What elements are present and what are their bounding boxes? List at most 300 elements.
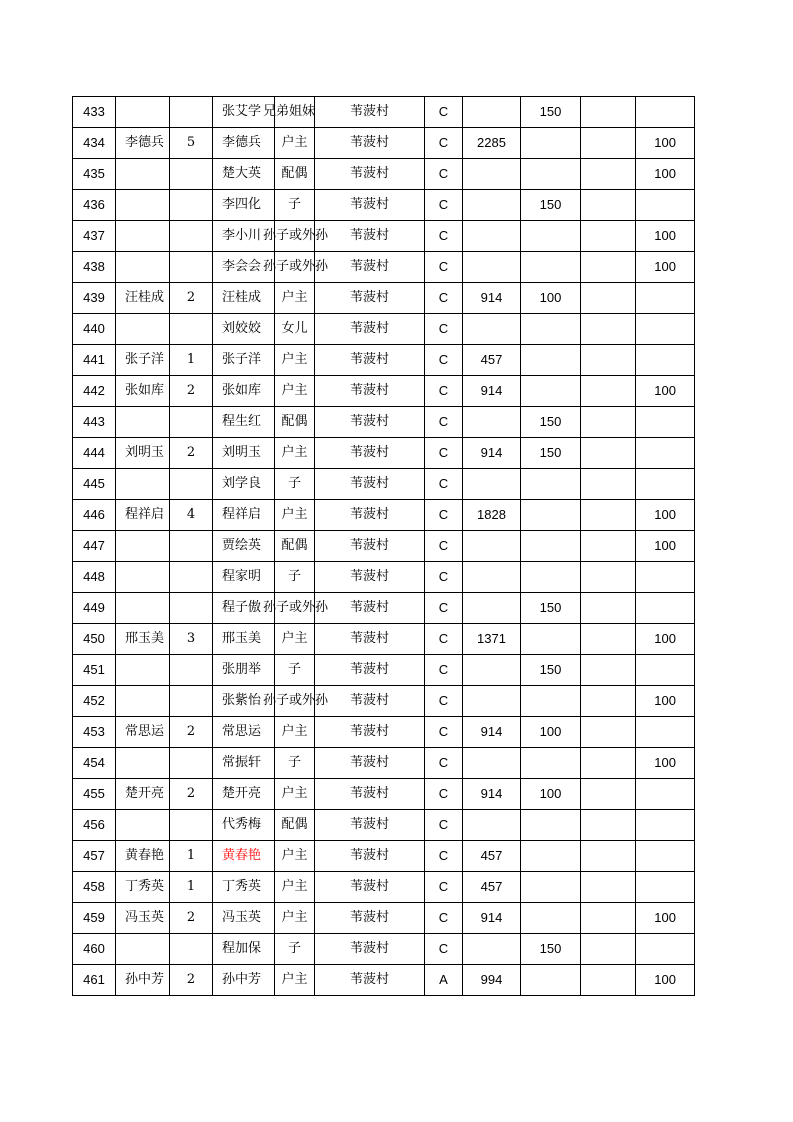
member-name-cell: 程子傲: [213, 593, 275, 624]
category-cell: C: [425, 190, 463, 221]
row-id-cell: 455: [73, 779, 116, 810]
row-id-cell: 452: [73, 686, 116, 717]
household-size-cell: [170, 934, 213, 965]
subsidy-150-cell: [521, 562, 581, 593]
member-name-cell: 汪桂成: [213, 283, 275, 314]
table-row: [73, 438, 695, 469]
row-id-cell: 439: [73, 283, 116, 314]
category-cell: A: [425, 965, 463, 996]
household-size-cell: 2: [170, 438, 213, 469]
relation-cell: 户主: [275, 841, 315, 872]
category-cell: C: [425, 903, 463, 934]
member-name-cell: 程生红: [213, 407, 275, 438]
household-size-cell: [170, 593, 213, 624]
household-head-cell: 常思运: [116, 717, 170, 748]
table-row: [73, 841, 695, 872]
member-name-cell: 黄春艳: [213, 841, 275, 872]
amount-cell: [463, 407, 521, 438]
blank-cell: [581, 221, 636, 252]
household-head-cell: 张子洋: [116, 345, 170, 376]
household-head-cell: 张如库: [116, 376, 170, 407]
row-id-cell: 435: [73, 159, 116, 190]
subsidy-100-cell: [636, 438, 695, 469]
subsidy-100-cell: [636, 97, 695, 128]
blank-cell: [581, 748, 636, 779]
subsidy-150-cell: [521, 376, 581, 407]
member-name-cell: 程加保: [213, 934, 275, 965]
blank-cell: [581, 531, 636, 562]
subsidy-150-cell: [521, 531, 581, 562]
member-name-cell: 程家明: [213, 562, 275, 593]
table-row: [73, 283, 695, 314]
blank-cell: [581, 717, 636, 748]
blank-cell: [581, 345, 636, 376]
household-head-cell: [116, 407, 170, 438]
household-size-cell: 4: [170, 500, 213, 531]
amount-cell: [463, 562, 521, 593]
member-name-cell: 张朋举: [213, 655, 275, 686]
blank-cell: [581, 469, 636, 500]
household-head-cell: [116, 190, 170, 221]
village-cell: 苇菠村: [315, 748, 425, 779]
amount-cell: [463, 190, 521, 221]
blank-cell: [581, 407, 636, 438]
amount-cell: 914: [463, 376, 521, 407]
household-size-cell: 1: [170, 872, 213, 903]
subsidy-100-cell: 100: [636, 159, 695, 190]
table-row: [73, 686, 695, 717]
village-cell: 苇菠村: [315, 841, 425, 872]
subsidy-100-cell: 100: [636, 965, 695, 996]
table-row: [73, 159, 695, 190]
household-head-cell: 邢玉美: [116, 624, 170, 655]
amount-cell: [463, 655, 521, 686]
blank-cell: [581, 841, 636, 872]
village-cell: 苇菠村: [315, 965, 425, 996]
blank-cell: [581, 655, 636, 686]
table-row: [73, 872, 695, 903]
member-name-cell: 常振轩: [213, 748, 275, 779]
row-id-cell: 454: [73, 748, 116, 779]
household-size-cell: [170, 531, 213, 562]
category-cell: C: [425, 128, 463, 159]
category-cell: C: [425, 779, 463, 810]
household-head-cell: [116, 531, 170, 562]
row-id-cell: 441: [73, 345, 116, 376]
household-head-cell: [116, 655, 170, 686]
household-head-cell: [116, 934, 170, 965]
amount-cell: [463, 221, 521, 252]
row-id-cell: 436: [73, 190, 116, 221]
subsidy-100-cell: [636, 345, 695, 376]
blank-cell: [581, 159, 636, 190]
village-cell: 苇菠村: [315, 903, 425, 934]
table-row: [73, 934, 695, 965]
village-cell: 苇菠村: [315, 221, 425, 252]
row-id-cell: 453: [73, 717, 116, 748]
village-cell: 苇菠村: [315, 314, 425, 345]
category-cell: C: [425, 221, 463, 252]
household-size-cell: [170, 221, 213, 252]
blank-cell: [581, 97, 636, 128]
subsidy-150-cell: [521, 624, 581, 655]
row-id-cell: 444: [73, 438, 116, 469]
household-size-cell: 5: [170, 128, 213, 159]
subsidy-150-cell: 150: [521, 97, 581, 128]
relation-cell: 子: [275, 934, 315, 965]
village-cell: 苇菠村: [315, 562, 425, 593]
village-cell: 苇菠村: [315, 128, 425, 159]
subsidy-150-cell: [521, 159, 581, 190]
subsidy-150-cell: [521, 748, 581, 779]
blank-cell: [581, 500, 636, 531]
relation-cell: 配偶: [275, 531, 315, 562]
subsidy-150-cell: [521, 221, 581, 252]
member-name-cell: 李四化: [213, 190, 275, 221]
table-row: [73, 903, 695, 934]
table-row: [73, 190, 695, 221]
table-row: [73, 624, 695, 655]
subsidy-100-cell: [636, 872, 695, 903]
subsidy-150-cell: 150: [521, 438, 581, 469]
household-size-cell: [170, 252, 213, 283]
category-cell: C: [425, 252, 463, 283]
household-head-cell: 孙中芳: [116, 965, 170, 996]
row-id-cell: 451: [73, 655, 116, 686]
category-cell: C: [425, 97, 463, 128]
village-cell: 苇菠村: [315, 934, 425, 965]
member-name-cell: 李德兵: [213, 128, 275, 159]
village-cell: 苇菠村: [315, 624, 425, 655]
blank-cell: [581, 252, 636, 283]
relation-cell: 户主: [275, 500, 315, 531]
table-row: [73, 779, 695, 810]
relation-cell: 子: [275, 190, 315, 221]
subsidy-150-cell: [521, 841, 581, 872]
member-name-cell: 常思运: [213, 717, 275, 748]
table-row: [73, 314, 695, 345]
row-id-cell: 448: [73, 562, 116, 593]
row-id-cell: 447: [73, 531, 116, 562]
subsidy-150-cell: [521, 469, 581, 500]
blank-cell: [581, 593, 636, 624]
subsidy-150-cell: 150: [521, 934, 581, 965]
category-cell: C: [425, 562, 463, 593]
subsidy-100-cell: 100: [636, 903, 695, 934]
household-size-cell: 1: [170, 841, 213, 872]
blank-cell: [581, 903, 636, 934]
blank-cell: [581, 779, 636, 810]
subsidy-100-cell: [636, 283, 695, 314]
household-table: [72, 96, 695, 996]
subsidy-150-cell: [521, 128, 581, 159]
row-id-cell: 442: [73, 376, 116, 407]
blank-cell: [581, 686, 636, 717]
member-name-cell: 楚大英: [213, 159, 275, 190]
amount-cell: 457: [463, 345, 521, 376]
household-head-cell: [116, 97, 170, 128]
category-cell: C: [425, 593, 463, 624]
village-cell: 苇菠村: [315, 500, 425, 531]
category-cell: C: [425, 531, 463, 562]
amount-cell: 2285: [463, 128, 521, 159]
relation-cell: 孙子或外孙: [275, 221, 315, 252]
blank-cell: [581, 624, 636, 655]
village-cell: 苇菠村: [315, 407, 425, 438]
row-id-cell: 458: [73, 872, 116, 903]
relation-cell: 户主: [275, 438, 315, 469]
village-cell: 苇菠村: [315, 593, 425, 624]
blank-cell: [581, 934, 636, 965]
relation-cell: 孙子或外孙: [275, 593, 315, 624]
row-id-cell: 459: [73, 903, 116, 934]
relation-cell: 户主: [275, 624, 315, 655]
blank-cell: [581, 438, 636, 469]
village-cell: 苇菠村: [315, 686, 425, 717]
household-head-cell: [116, 562, 170, 593]
amount-cell: [463, 531, 521, 562]
relation-cell: 户主: [275, 779, 315, 810]
household-head-cell: [116, 221, 170, 252]
household-size-cell: [170, 314, 213, 345]
village-cell: 苇菠村: [315, 717, 425, 748]
amount-cell: 914: [463, 779, 521, 810]
household-head-cell: 楚开亮: [116, 779, 170, 810]
row-id-cell: 440: [73, 314, 116, 345]
subsidy-100-cell: [636, 934, 695, 965]
table-row: [73, 407, 695, 438]
row-id-cell: 445: [73, 469, 116, 500]
household-head-cell: 程祥启: [116, 500, 170, 531]
subsidy-150-cell: [521, 872, 581, 903]
subsidy-100-cell: [636, 655, 695, 686]
amount-cell: 914: [463, 283, 521, 314]
row-id-cell: 450: [73, 624, 116, 655]
relation-cell: 配偶: [275, 159, 315, 190]
amount-cell: 457: [463, 872, 521, 903]
row-id-cell: 456: [73, 810, 116, 841]
amount-cell: 914: [463, 903, 521, 934]
amount-cell: [463, 810, 521, 841]
category-cell: C: [425, 934, 463, 965]
subsidy-150-cell: [521, 252, 581, 283]
blank-cell: [581, 562, 636, 593]
category-cell: C: [425, 159, 463, 190]
subsidy-100-cell: [636, 314, 695, 345]
subsidy-150-cell: 100: [521, 717, 581, 748]
table-row: [73, 655, 695, 686]
household-head-cell: [116, 469, 170, 500]
category-cell: C: [425, 376, 463, 407]
subsidy-150-cell: [521, 500, 581, 531]
member-name-cell: 程祥启: [213, 500, 275, 531]
subsidy-100-cell: 100: [636, 531, 695, 562]
category-cell: C: [425, 407, 463, 438]
member-name-cell: 张艾学: [213, 97, 275, 128]
relation-cell: 子: [275, 469, 315, 500]
row-id-cell: 434: [73, 128, 116, 159]
row-id-cell: 461: [73, 965, 116, 996]
relation-cell: 户主: [275, 903, 315, 934]
table-row: [73, 531, 695, 562]
household-size-cell: [170, 469, 213, 500]
table-row: [73, 748, 695, 779]
village-cell: 苇菠村: [315, 531, 425, 562]
blank-cell: [581, 872, 636, 903]
household-size-cell: 3: [170, 624, 213, 655]
category-cell: C: [425, 655, 463, 686]
category-cell: C: [425, 810, 463, 841]
village-cell: 苇菠村: [315, 283, 425, 314]
blank-cell: [581, 283, 636, 314]
amount-cell: [463, 97, 521, 128]
household-head-cell: [116, 686, 170, 717]
table-row: [73, 221, 695, 252]
amount-cell: [463, 686, 521, 717]
village-cell: 苇菠村: [315, 345, 425, 376]
household-head-cell: 冯玉英: [116, 903, 170, 934]
member-name-cell: 张如库: [213, 376, 275, 407]
household-size-cell: 2: [170, 779, 213, 810]
household-size-cell: [170, 810, 213, 841]
member-name-cell: 冯玉英: [213, 903, 275, 934]
subsidy-150-cell: [521, 314, 581, 345]
row-id-cell: 438: [73, 252, 116, 283]
household-head-cell: 黄春艳: [116, 841, 170, 872]
table-row: [73, 562, 695, 593]
member-name-cell: 孙中芳: [213, 965, 275, 996]
table-row: [73, 500, 695, 531]
subsidy-100-cell: 100: [636, 686, 695, 717]
subsidy-100-cell: [636, 810, 695, 841]
member-name-cell: 刘学良: [213, 469, 275, 500]
subsidy-150-cell: 150: [521, 190, 581, 221]
subsidy-100-cell: 100: [636, 128, 695, 159]
member-name-cell: 张紫怡: [213, 686, 275, 717]
blank-cell: [581, 190, 636, 221]
amount-cell: 914: [463, 438, 521, 469]
household-size-cell: 2: [170, 965, 213, 996]
village-cell: 苇菠村: [315, 655, 425, 686]
blank-cell: [581, 376, 636, 407]
subsidy-100-cell: [636, 779, 695, 810]
amount-cell: [463, 252, 521, 283]
relation-cell: 户主: [275, 128, 315, 159]
table-row: [73, 717, 695, 748]
row-id-cell: 460: [73, 934, 116, 965]
member-name-cell: 楚开亮: [213, 779, 275, 810]
amount-cell: [463, 314, 521, 345]
subsidy-100-cell: 100: [636, 376, 695, 407]
village-cell: 苇菠村: [315, 810, 425, 841]
member-name-cell: 李会会: [213, 252, 275, 283]
household-size-cell: 2: [170, 376, 213, 407]
subsidy-150-cell: [521, 903, 581, 934]
subsidy-100-cell: [636, 407, 695, 438]
subsidy-150-cell: [521, 345, 581, 376]
member-name-cell: 李小川: [213, 221, 275, 252]
subsidy-100-cell: [636, 717, 695, 748]
member-name-cell: 张子洋: [213, 345, 275, 376]
relation-cell: 子: [275, 562, 315, 593]
household-head-cell: [116, 810, 170, 841]
relation-cell: 户主: [275, 717, 315, 748]
village-cell: 苇菠村: [315, 376, 425, 407]
relation-cell: 户主: [275, 283, 315, 314]
member-name-cell: 邢玉美: [213, 624, 275, 655]
row-id-cell: 457: [73, 841, 116, 872]
amount-cell: 1828: [463, 500, 521, 531]
category-cell: C: [425, 314, 463, 345]
household-size-cell: [170, 686, 213, 717]
subsidy-100-cell: 100: [636, 500, 695, 531]
household-size-cell: [170, 562, 213, 593]
row-id-cell: 446: [73, 500, 116, 531]
amount-cell: [463, 469, 521, 500]
category-cell: C: [425, 283, 463, 314]
row-id-cell: 437: [73, 221, 116, 252]
subsidy-150-cell: [521, 686, 581, 717]
village-cell: 苇菠村: [315, 779, 425, 810]
amount-cell: 994: [463, 965, 521, 996]
table-body: [73, 97, 695, 996]
category-cell: C: [425, 717, 463, 748]
household-head-cell: 汪桂成: [116, 283, 170, 314]
blank-cell: [581, 810, 636, 841]
category-cell: C: [425, 624, 463, 655]
category-cell: C: [425, 500, 463, 531]
relation-cell: 配偶: [275, 407, 315, 438]
relation-cell: 户主: [275, 345, 315, 376]
relation-cell: 配偶: [275, 810, 315, 841]
amount-cell: 1371: [463, 624, 521, 655]
village-cell: 苇菠村: [315, 97, 425, 128]
blank-cell: [581, 314, 636, 345]
village-cell: 苇菠村: [315, 159, 425, 190]
village-cell: 苇菠村: [315, 190, 425, 221]
village-cell: 苇菠村: [315, 438, 425, 469]
household-size-cell: 2: [170, 903, 213, 934]
amount-cell: [463, 593, 521, 624]
subsidy-100-cell: [636, 190, 695, 221]
table-row: [73, 345, 695, 376]
subsidy-100-cell: [636, 469, 695, 500]
table-row: [73, 97, 695, 128]
subsidy-100-cell: [636, 593, 695, 624]
amount-cell: 457: [463, 841, 521, 872]
subsidy-150-cell: [521, 965, 581, 996]
household-head-cell: 刘明玉: [116, 438, 170, 469]
blank-cell: [581, 965, 636, 996]
table-row: [73, 376, 695, 407]
subsidy-150-cell: [521, 810, 581, 841]
household-size-cell: 2: [170, 283, 213, 314]
member-name-cell: 刘姣姣: [213, 314, 275, 345]
relation-cell: 子: [275, 748, 315, 779]
subsidy-100-cell: [636, 841, 695, 872]
amount-cell: [463, 748, 521, 779]
household-head-cell: [116, 252, 170, 283]
member-name-cell: 刘明玉: [213, 438, 275, 469]
category-cell: C: [425, 469, 463, 500]
member-name-cell: 代秀梅: [213, 810, 275, 841]
household-head-cell: [116, 593, 170, 624]
relation-cell: 孙子或外孙: [275, 252, 315, 283]
subsidy-100-cell: 100: [636, 252, 695, 283]
household-head-cell: [116, 159, 170, 190]
table-row: [73, 128, 695, 159]
subsidy-100-cell: 100: [636, 748, 695, 779]
